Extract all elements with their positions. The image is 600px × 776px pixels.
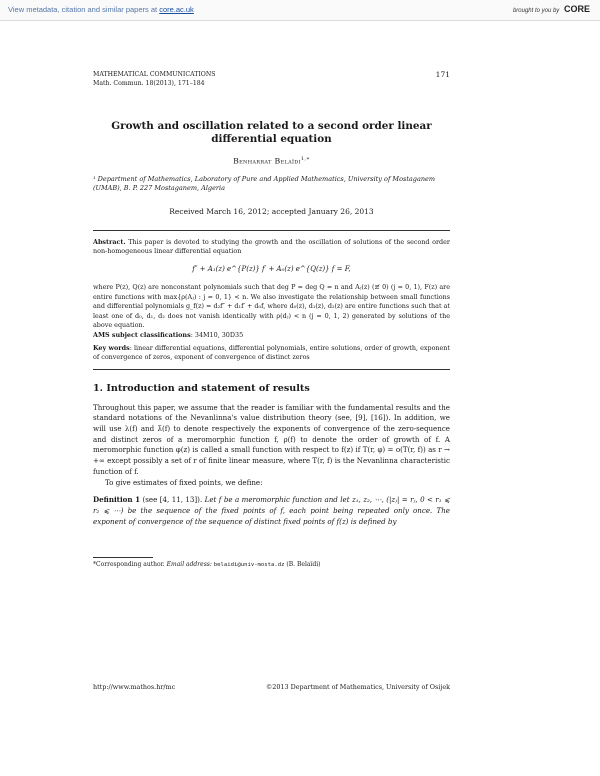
footnote-email[interactable]: belaidi@univ-mosta.dz bbox=[213, 562, 285, 569]
definition-label: Definition 1 bbox=[93, 495, 141, 505]
page-footer bbox=[93, 683, 450, 691]
definition-text: Let f be a meromorphic function and let z₁, z₂, ⋯, (|zⱼ| = rⱼ, 0 < r₁ ⩽ r₂ ⩽ ⋯) be the sequence of the fixed points of f, each point being repeated only once. The exponent of convergence of the sequence of distinct fixed points of f(z) is defined by bbox=[93, 495, 450, 526]
ams-value: : 34M10, 30D35 bbox=[190, 331, 244, 340]
affiliation: ¹ Department of Mathematics, Laboratory of Pure and Applied Mathematics, University of Mostaganem (UMAB), B. P. 227 Mostaganem, Algeria bbox=[93, 174, 436, 193]
abstract-top-rule bbox=[93, 230, 450, 231]
footnote-suffix: (B. Belaïdi) bbox=[284, 561, 321, 569]
section-paragraph-1: Throughout this paper, we assume that the reader is familiar with the fundamental results and the standard notations of the Nevanlinna's value distribution theory (see, [9], [16]). In addition, we will use λ(f) and λ̄(f) to denote respectively the exponents of convergence of the zero-sequence and distinct zeros of a meromorphic function f, ρ(f) to denote the order of growth of f. A meromorphic function φ(z) is called a small function with respect to f(z) if T(r, φ) = o(T(r, f)) as r → +∞ except possibly a set of r of finite linear measure, where T(r, f) is the Nevanlinna characteristic function of f. bbox=[93, 402, 450, 476]
brought-by bbox=[513, 4, 590, 14]
abstract bbox=[93, 238, 450, 257]
brought-by-text: brought to you by bbox=[512, 8, 560, 14]
keywords-value: : linear differential equations, differential polynomials, entire solutions, order of growth, exponent of convergence of zeros, exponent of convergence of distinct zeros bbox=[93, 343, 450, 362]
author-name: Benharrat Belaïdi bbox=[233, 156, 301, 166]
footer-copyright: ©2013 Department of Mathematics, University of Osijek bbox=[265, 683, 450, 691]
metadata-text: View metadata, citation and similar papers at bbox=[8, 5, 160, 14]
ams-classification bbox=[93, 331, 450, 340]
footnote-email-label: Email address: bbox=[166, 561, 214, 569]
core-logo[interactable]: CORE bbox=[563, 4, 590, 14]
definition-1 bbox=[93, 495, 450, 527]
footnote-prefix: *Corresponding author. bbox=[93, 561, 167, 569]
core-link[interactable]: core.ac.uk bbox=[159, 5, 194, 14]
abstract-p2: where P(z), Q(z) are nonconstant polynomials such that deg P = deg Q = n and Aⱼ(z) (≢ 0) (j = 0, 1), F(z) are entire functions with max{ρ(Aⱼ) : j = 0, 1} < n. We also investigate the relationship between small functions and differential polynomials g_f(z) = d₂f″ + d₁f′ + d₀f, where d₀(z), d₁(z), d₂(z) are entire functions such that at least one of d₀, d₁, d₂ does not vanish identically with ρ(dⱼ) < n (j = 0, 1, 2) generated by solutions of the above equation. bbox=[93, 283, 450, 330]
abstract-label: Abstract. bbox=[93, 237, 126, 246]
running-header bbox=[93, 70, 450, 90]
journal-citation: Math. Commun. 18(2013), 171–184 bbox=[93, 80, 205, 87]
footer-url[interactable]: http://www.mathos.hr/mc bbox=[93, 683, 176, 691]
keywords bbox=[93, 344, 450, 363]
abstract-equation: f″ + A₁(z) e^{P(z)} f′ + A₀(z) e^{Q(z)} f = F, bbox=[192, 265, 351, 274]
section-heading: 1. Introduction and statement of results bbox=[93, 382, 310, 394]
ams-label: AMS subject classifications bbox=[93, 331, 191, 340]
definition-ref: (see [4, 11, 13]). bbox=[140, 495, 205, 505]
footnote bbox=[93, 561, 450, 568]
paper-page bbox=[93, 70, 450, 568]
core-banner bbox=[0, 0, 600, 21]
abstract-bottom-rule bbox=[93, 369, 450, 370]
received-dates: Received March 16, 2012; accepted January 26, 2013 bbox=[169, 206, 374, 216]
paper-title: Growth and oscillation related to a second order linear differential equation bbox=[111, 120, 432, 145]
metadata-notice bbox=[8, 5, 194, 14]
keywords-label: Key words bbox=[93, 343, 130, 352]
abstract-p1: This paper is devoted to studying the growth and the oscillation of solutions of the second order non-homogeneous linear differential equation bbox=[93, 237, 450, 255]
journal-name: MATHEMATICAL COMMUNICATIONS bbox=[93, 71, 216, 78]
author-marks: 1,∗ bbox=[300, 156, 310, 162]
author bbox=[93, 156, 450, 166]
page-number: 171 bbox=[435, 70, 450, 79]
footnote-rule bbox=[93, 557, 153, 558]
section-paragraph-2: To give estimates of fixed points, we define: bbox=[105, 477, 263, 487]
